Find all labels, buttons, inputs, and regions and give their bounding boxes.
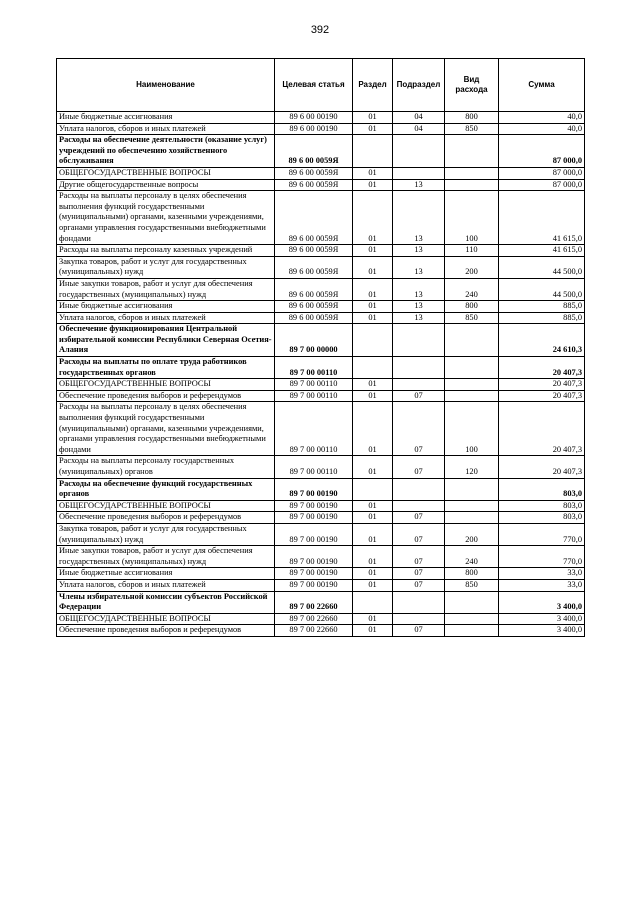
cell-target: 89 7 00 00190	[275, 512, 353, 524]
table-row	[57, 568, 585, 580]
cell-target: 89 7 00 22660	[275, 613, 353, 625]
cell-section: 01	[353, 179, 393, 191]
cell-type: 200	[445, 256, 499, 278]
cell-subsection	[393, 167, 445, 179]
cell-subsection: 07	[393, 512, 445, 524]
cell-target: 89 7 00 00190	[275, 579, 353, 591]
cell-type: 110	[445, 245, 499, 257]
cell-target: 89 6 00 0059Я	[275, 301, 353, 313]
cell-target: 89 6 00 0059Я	[275, 179, 353, 191]
cell-section	[353, 324, 393, 357]
cell-target: 89 6 00 00190	[275, 112, 353, 124]
table-row	[57, 135, 585, 168]
cell-type	[445, 135, 499, 168]
cell-type	[445, 478, 499, 500]
cell-section: 01	[353, 167, 393, 179]
cell-name: ОБЩЕГОСУДАРСТВЕННЫЕ ВОПРОСЫ	[57, 379, 275, 391]
cell-name: Члены избирательной комиссии субъектов Российской Федерации	[57, 591, 275, 613]
cell-sum: 24 610,3	[499, 324, 585, 357]
cell-target: 89 6 00 0059Я	[275, 167, 353, 179]
cell-name: Расходы на выплаты по оплате труда работников государственных органов	[57, 357, 275, 379]
cell-sum: 33,0	[499, 568, 585, 580]
cell-target: 89 7 00 00190	[275, 568, 353, 580]
cell-target: 89 6 00 0059Я	[275, 245, 353, 257]
cell-name: Закупка товаров, работ и услуг для государственных (муниципальных) нужд	[57, 256, 275, 278]
cell-type	[445, 179, 499, 191]
table-row	[57, 245, 585, 257]
cell-sum: 44 500,0	[499, 256, 585, 278]
table-body	[57, 112, 585, 637]
cell-name: Расходы на обеспечение деятельности (оказание услуг) учреждений по обеспечению хозяйственного обслуживания	[57, 135, 275, 168]
column-header-section: Раздел	[353, 59, 393, 112]
table-row	[57, 591, 585, 613]
table-row	[57, 167, 585, 179]
cell-section	[353, 478, 393, 500]
cell-type: 800	[445, 568, 499, 580]
cell-target: 89 7 00 00110	[275, 390, 353, 402]
table-row	[57, 179, 585, 191]
cell-type: 800	[445, 112, 499, 124]
cell-name: Иные бюджетные ассигнования	[57, 301, 275, 313]
cell-subsection: 13	[393, 312, 445, 324]
cell-name: Обеспечение проведения выборов и референдумов	[57, 625, 275, 637]
cell-subsection: 13	[393, 278, 445, 300]
table-row	[57, 112, 585, 124]
cell-section: 01	[353, 402, 393, 456]
cell-name: Иные закупки товаров, работ и услуг для обеспечения государственных (муниципальных) нужд	[57, 278, 275, 300]
cell-subsection	[393, 478, 445, 500]
cell-subsection: 13	[393, 191, 445, 245]
cell-sum: 885,0	[499, 301, 585, 313]
cell-section: 01	[353, 312, 393, 324]
cell-name: Расходы на выплаты персоналу в целях обеспечения выполнения функций государственными (муниципальными) органами, казенными учреждениями, органами управления государственными внебюджетными фондами	[57, 191, 275, 245]
table-row	[57, 312, 585, 324]
cell-type	[445, 167, 499, 179]
cell-name: ОБЩЕГОСУДАРСТВЕННЫЕ ВОПРОСЫ	[57, 167, 275, 179]
table-row	[57, 625, 585, 637]
cell-section: 01	[353, 390, 393, 402]
cell-target: 89 7 00 00190	[275, 546, 353, 568]
cell-type: 240	[445, 546, 499, 568]
cell-sum: 770,0	[499, 523, 585, 545]
cell-subsection: 07	[393, 625, 445, 637]
cell-section	[353, 135, 393, 168]
table-row	[57, 523, 585, 545]
cell-target: 89 7 00 00110	[275, 379, 353, 391]
cell-type: 100	[445, 402, 499, 456]
cell-sum: 20 407,3	[499, 390, 585, 402]
cell-section: 01	[353, 456, 393, 478]
table-row	[57, 402, 585, 456]
table-row	[57, 512, 585, 524]
cell-sum: 44 500,0	[499, 278, 585, 300]
cell-sum: 803,0	[499, 512, 585, 524]
table-row	[57, 191, 585, 245]
cell-section: 01	[353, 278, 393, 300]
cell-section: 01	[353, 512, 393, 524]
cell-name: Другие общегосударственные вопросы	[57, 179, 275, 191]
cell-section	[353, 357, 393, 379]
budget-table	[56, 58, 585, 637]
cell-section: 01	[353, 568, 393, 580]
column-header-type: Вид расхода	[445, 59, 499, 112]
cell-name: Расходы на выплаты персоналу казенных учреждений	[57, 245, 275, 257]
cell-section: 01	[353, 245, 393, 257]
table-row	[57, 613, 585, 625]
cell-sum: 770,0	[499, 546, 585, 568]
table-row	[57, 278, 585, 300]
cell-subsection: 13	[393, 245, 445, 257]
table-row	[57, 478, 585, 500]
cell-subsection	[393, 613, 445, 625]
cell-target: 89 6 00 0059Я	[275, 256, 353, 278]
cell-section: 01	[353, 256, 393, 278]
cell-type: 100	[445, 191, 499, 245]
cell-section: 01	[353, 112, 393, 124]
cell-section: 01	[353, 379, 393, 391]
cell-type	[445, 591, 499, 613]
cell-section	[353, 591, 393, 613]
cell-subsection: 07	[393, 546, 445, 568]
cell-name: Обеспечение проведения выборов и референдумов	[57, 390, 275, 402]
cell-name: Иные бюджетные ассигнования	[57, 112, 275, 124]
cell-subsection	[393, 135, 445, 168]
cell-type: 850	[445, 123, 499, 135]
cell-name: Закупка товаров, работ и услуг для государственных (муниципальных) нужд	[57, 523, 275, 545]
cell-type	[445, 379, 499, 391]
cell-target: 89 7 00 22660	[275, 591, 353, 613]
cell-name: Обеспечение функционирования Центральной избирательной комиссии Республики Северная Осетия-Алания	[57, 324, 275, 357]
cell-subsection: 07	[393, 579, 445, 591]
table-row	[57, 324, 585, 357]
cell-subsection	[393, 379, 445, 391]
cell-name: ОБЩЕГОСУДАРСТВЕННЫЕ ВОПРОСЫ	[57, 500, 275, 512]
cell-type	[445, 625, 499, 637]
cell-subsection: 13	[393, 301, 445, 313]
cell-sum: 3 400,0	[499, 625, 585, 637]
column-header-name: Наименование	[57, 59, 275, 112]
cell-sum: 41 615,0	[499, 191, 585, 245]
cell-type	[445, 613, 499, 625]
cell-target: 89 6 00 0059Я	[275, 191, 353, 245]
cell-sum: 87 000,0	[499, 179, 585, 191]
cell-target: 89 6 00 0059Я	[275, 312, 353, 324]
cell-subsection: 07	[393, 568, 445, 580]
table-row	[57, 379, 585, 391]
cell-name: Уплата налогов, сборов и иных платежей	[57, 123, 275, 135]
cell-section: 01	[353, 301, 393, 313]
cell-name: Иные закупки товаров, работ и услуг для обеспечения государственных (муниципальных) нужд	[57, 546, 275, 568]
cell-sum: 87 000,0	[499, 135, 585, 168]
cell-subsection: 13	[393, 179, 445, 191]
cell-target: 89 7 00 00190	[275, 500, 353, 512]
cell-subsection: 13	[393, 256, 445, 278]
cell-subsection: 04	[393, 123, 445, 135]
cell-target: 89 7 00 00110	[275, 456, 353, 478]
cell-subsection	[393, 324, 445, 357]
cell-type	[445, 500, 499, 512]
cell-type	[445, 512, 499, 524]
table-row	[57, 357, 585, 379]
cell-subsection: 04	[393, 112, 445, 124]
table-header	[57, 59, 585, 112]
cell-sum: 803,0	[499, 500, 585, 512]
cell-type: 850	[445, 312, 499, 324]
cell-section: 01	[353, 123, 393, 135]
cell-target: 89 6 00 0059Я	[275, 278, 353, 300]
cell-sum: 3 400,0	[499, 613, 585, 625]
cell-sum: 41 615,0	[499, 245, 585, 257]
cell-target: 89 6 00 0059Я	[275, 135, 353, 168]
cell-section: 01	[353, 546, 393, 568]
table-row	[57, 256, 585, 278]
cell-subsection: 07	[393, 456, 445, 478]
cell-section: 01	[353, 500, 393, 512]
cell-sum: 87 000,0	[499, 167, 585, 179]
cell-name: ОБЩЕГОСУДАРСТВЕННЫЕ ВОПРОСЫ	[57, 613, 275, 625]
cell-name: Уплата налогов, сборов и иных платежей	[57, 579, 275, 591]
column-header-sum: Сумма	[499, 59, 585, 112]
cell-name: Расходы на выплаты персоналу в целях обеспечения выполнения функций государственными (муниципальными) органами, казенными учреждениями, органами управления государственными внебюджетными фондами	[57, 402, 275, 456]
table-row	[57, 301, 585, 313]
cell-name: Расходы на выплаты персоналу государственных (муниципальных) органов	[57, 456, 275, 478]
table-row	[57, 546, 585, 568]
cell-type: 200	[445, 523, 499, 545]
cell-sum: 20 407,3	[499, 402, 585, 456]
cell-subsection: 07	[393, 523, 445, 545]
cell-type	[445, 324, 499, 357]
table-row	[57, 123, 585, 135]
cell-subsection	[393, 500, 445, 512]
cell-subsection: 07	[393, 402, 445, 456]
cell-sum: 33,0	[499, 579, 585, 591]
cell-target: 89 7 00 00110	[275, 357, 353, 379]
page-number: 392	[310, 24, 330, 36]
cell-name: Расходы на обеспечение функций государственных органов	[57, 478, 275, 500]
cell-section: 01	[353, 613, 393, 625]
cell-section: 01	[353, 625, 393, 637]
column-header-subsection: Подраздел	[393, 59, 445, 112]
cell-target: 89 6 00 00190	[275, 123, 353, 135]
cell-target: 89 7 00 00190	[275, 523, 353, 545]
cell-type	[445, 390, 499, 402]
cell-sum: 3 400,0	[499, 591, 585, 613]
cell-type: 240	[445, 278, 499, 300]
cell-target: 89 7 00 22660	[275, 625, 353, 637]
cell-type: 850	[445, 579, 499, 591]
cell-target: 89 7 00 00110	[275, 402, 353, 456]
cell-sum: 803,0	[499, 478, 585, 500]
cell-sum: 20 407,3	[499, 357, 585, 379]
cell-subsection: 07	[393, 390, 445, 402]
cell-sum: 20 407,3	[499, 379, 585, 391]
table-row	[57, 456, 585, 478]
cell-subsection	[393, 591, 445, 613]
table-row	[57, 390, 585, 402]
table-row	[57, 500, 585, 512]
cell-target: 89 7 00 00190	[275, 478, 353, 500]
cell-type: 120	[445, 456, 499, 478]
cell-target: 89 7 00 00000	[275, 324, 353, 357]
cell-section: 01	[353, 579, 393, 591]
cell-sum: 20 407,3	[499, 456, 585, 478]
cell-type: 800	[445, 301, 499, 313]
cell-name: Иные бюджетные ассигнования	[57, 568, 275, 580]
cell-type	[445, 357, 499, 379]
table-row	[57, 579, 585, 591]
cell-name: Уплата налогов, сборов и иных платежей	[57, 312, 275, 324]
cell-section: 01	[353, 523, 393, 545]
cell-name: Обеспечение проведения выборов и референдумов	[57, 512, 275, 524]
cell-sum: 40,0	[499, 123, 585, 135]
column-header-target: Целевая статья	[275, 59, 353, 112]
cell-section: 01	[353, 191, 393, 245]
cell-subsection	[393, 357, 445, 379]
cell-sum: 40,0	[499, 112, 585, 124]
cell-sum: 885,0	[499, 312, 585, 324]
